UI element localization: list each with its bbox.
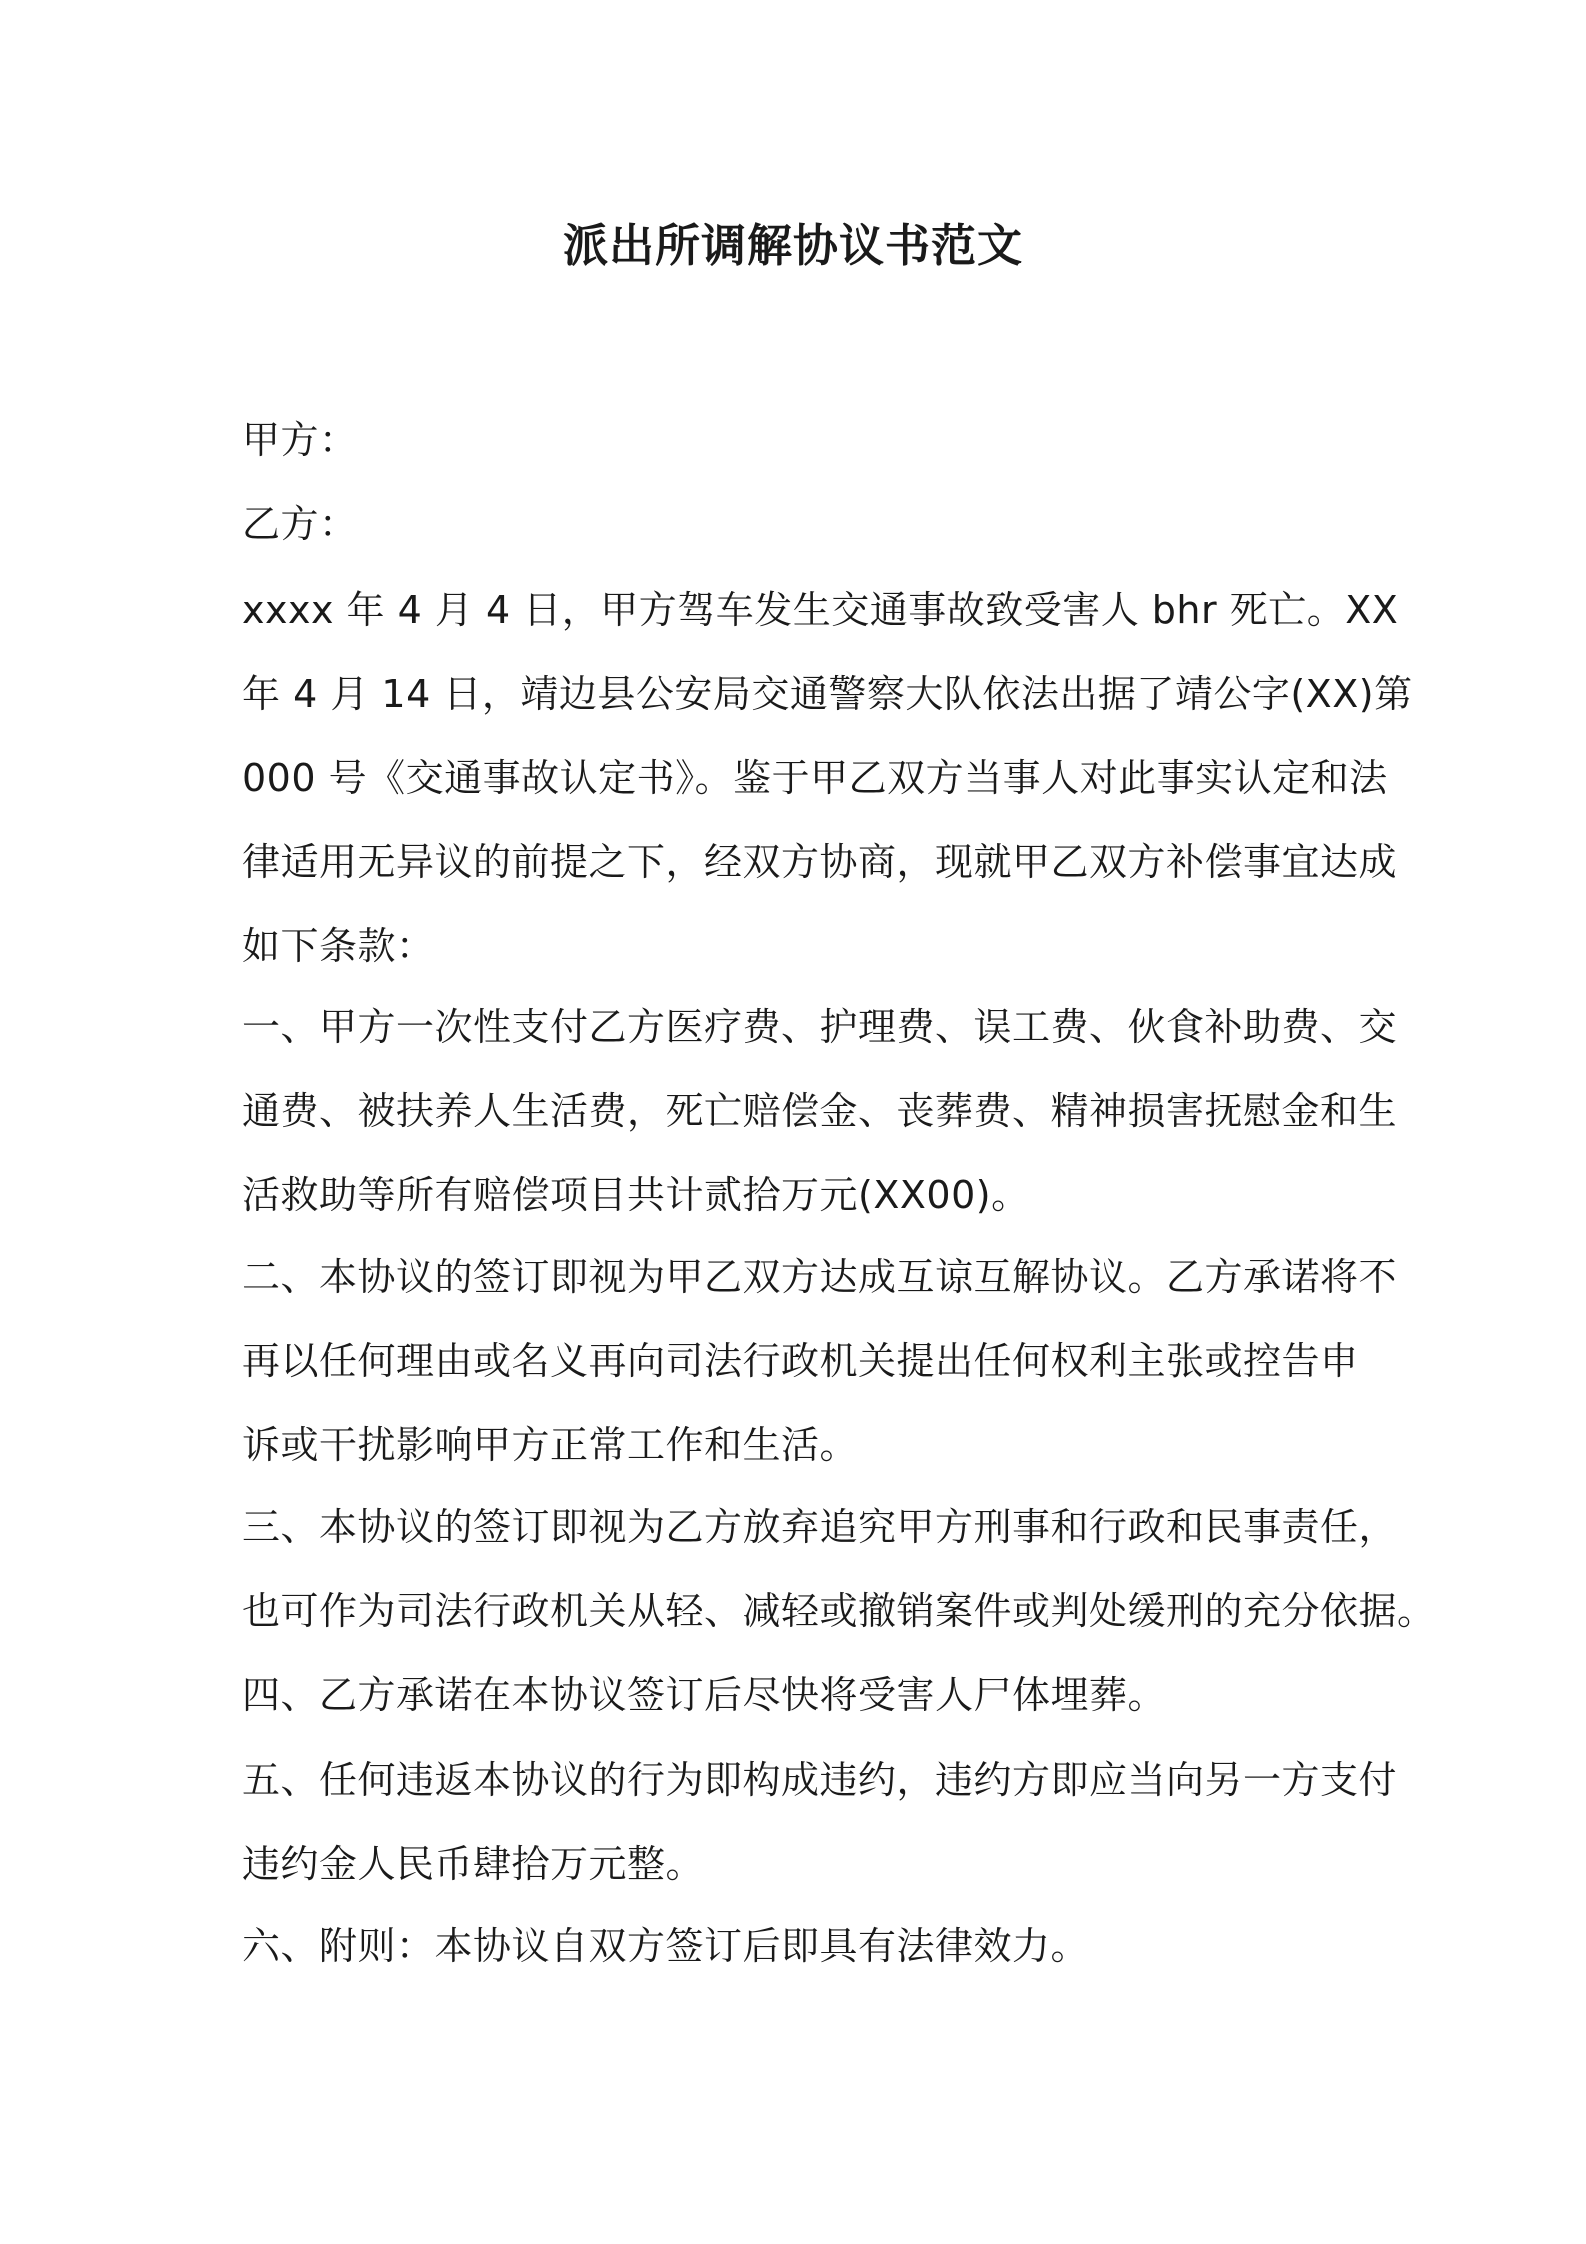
party-a-line: [242, 398, 1360, 482]
clause-5-paragraph: [242, 1738, 1398, 1906]
clause-4-line: 四、乙方承诺在本协议签订后尽快将受害人尸体埋葬。: [242, 1673, 1167, 1717]
party-a-label: 甲方：: [242, 418, 358, 462]
clause-6-line: 六、附则：本协议自双方签订后即具有法律效力。: [242, 1924, 1090, 1968]
clause-1-line: 通费、被扶养人生活费，死亡赔偿金、丧葬费、精神损害抚慰金和生: [242, 1089, 1398, 1133]
intro-line: 年 4 月 14 日，靖边县公安局交通警察大队依法出据了靖公字(XX)第: [242, 672, 1413, 716]
document-title: 派出所调解协议书范文: [562, 219, 1023, 272]
intro-line: 000 号《交通事故认定书》。鉴于甲乙双方当事人对此事实认定和法: [242, 756, 1388, 800]
clause-1-line: 活救助等所有赔偿项目共计贰拾万元(XX00)。: [242, 1173, 1030, 1217]
intro-paragraph: [242, 568, 1413, 988]
clause-2-line: 再以任何理由或名义再向司法行政机关提出任何权利主张或控告申: [242, 1339, 1359, 1383]
clause-6-paragraph: [242, 1904, 1360, 1988]
clause-2-paragraph: [242, 1235, 1398, 1487]
clause-5-line: 违约金人民币肆拾万元整。: [242, 1842, 705, 1886]
party-b-line: [242, 482, 1360, 566]
intro-line: 如下条款：: [242, 924, 435, 968]
clause-2-line: 二、本协议的签订即视为甲乙双方达成互谅互解协议。乙方承诺将不: [242, 1255, 1398, 1299]
clause-2-line: 诉或干扰影响甲方正常工作和生活。: [242, 1423, 859, 1467]
party-b-label: 乙方：: [242, 502, 358, 546]
clause-4-paragraph: [242, 1653, 1360, 1737]
clause-1-line: 一、甲方一次性支付乙方医疗费、护理费、误工费、伙食补助费、交: [242, 1005, 1398, 1049]
clause-3-line: 三、本协议的签订即视为乙方放弃追究甲方刑事和行政和民事责任，: [242, 1505, 1398, 1549]
intro-line: xxxx 年 4 月 4 日，甲方驾车发生交通事故致受害人 bhr 死亡。XX: [242, 588, 1399, 632]
clause-3-paragraph: [242, 1485, 1436, 1653]
clause-5-line: 五、任何违返本协议的行为即构成违约，违约方即应当向另一方支付: [242, 1758, 1398, 1802]
intro-line: 律适用无异议的前提之下，经双方协商，现就甲乙双方补偿事宜达成: [242, 840, 1398, 884]
clause-3-line: 也可作为司法行政机关从轻、减轻或撤销案件或判处缓刑的充分依据。: [242, 1589, 1436, 1633]
clause-1-paragraph: [242, 985, 1398, 1237]
